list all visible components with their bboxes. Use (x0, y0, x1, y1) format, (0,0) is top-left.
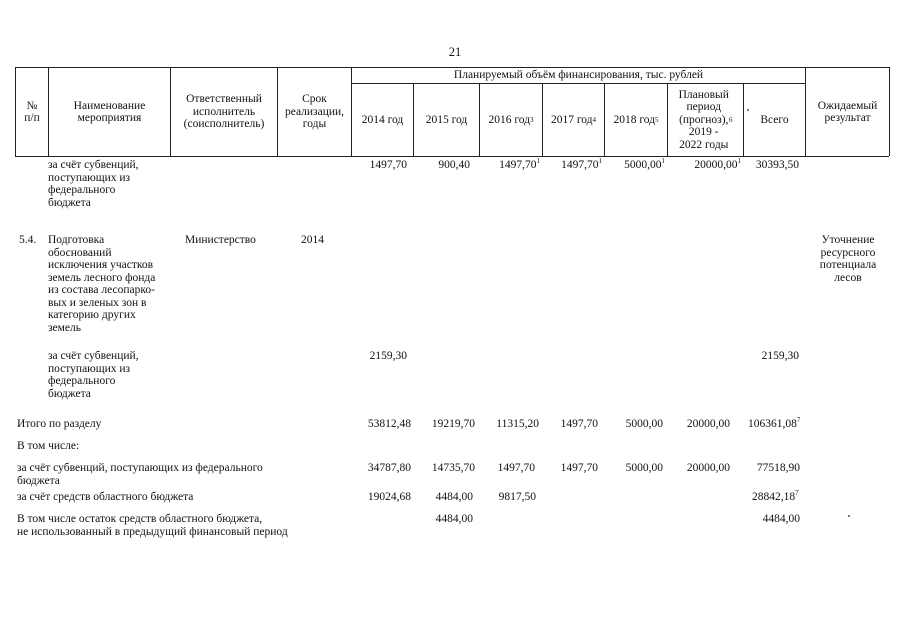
cell-plan: 20000,00$^1$ (694, 157, 741, 171)
cell-2015: 19219,70 (431, 418, 475, 430)
header-result: Ожидаемый результат (817, 99, 878, 124)
row-result: Уточнение ресурсного потенциала лесов (819, 234, 877, 284)
scan-speck (848, 515, 850, 517)
cell-2018: 5000,00 (625, 418, 663, 430)
cell-2015: 4484,00 (435, 491, 473, 503)
cell-plan: 20000,00 (686, 418, 730, 430)
cell-2017: 1497,70$^1$ (561, 157, 602, 171)
cell-2017: 1497,70 (560, 462, 598, 474)
cell-2018: 5000,00$^1$ (624, 157, 665, 171)
header-name: Наименование мероприятия (73, 99, 146, 124)
row-label: Итого по разделу (17, 418, 102, 430)
cell-2014: 34787,80 (367, 462, 411, 474)
row-label: В том числе остаток средств областного бюджета, не использованный в предыдущий финансовый период (17, 513, 288, 538)
header-2015: 2015 год (425, 113, 468, 126)
cell-total: 77518,90 (756, 462, 800, 474)
cell-plan: 20000,00 (686, 462, 730, 474)
cell-total: 30393,50 (755, 159, 799, 171)
header-2016: 2016 год 3 (488, 113, 534, 126)
cell-total: 4484,00 (762, 513, 800, 525)
row-executor: Министерство (185, 234, 256, 246)
header-term: Срок реализации, годы (284, 93, 345, 131)
cell-2016: 1497,70$^1$ (499, 157, 540, 171)
row-number: 5.4. (19, 234, 37, 246)
page-number: 21 (448, 45, 462, 59)
header-executor: Ответственный исполнитель (соисполнитель) (183, 93, 265, 131)
cell-total: 106361,08$^7$ (748, 416, 801, 430)
cell-2016: 11315,20 (496, 418, 539, 430)
cell-2016: 9817,50 (498, 491, 536, 503)
row-label: за счёт субвенций, поступающих из федерального бюджета (48, 159, 139, 209)
row-term: 2014 (301, 234, 324, 246)
header-plan-period: Плановый период (прогноз), 2019 - 2022 годы 6 (678, 88, 733, 151)
row-name: Подготовка обоснований исключения участков земель лесного фонда из состава лесопарко- вых и зеленых зон в категорию других земель (48, 234, 156, 334)
cell-2014: 53812,48 (367, 418, 411, 430)
cell-2018: 5000,00 (625, 462, 663, 474)
cell-total: 2159,30 (761, 350, 799, 362)
cell-2014: 2159,30 (369, 350, 407, 362)
cell-2015: 14735,70 (431, 462, 475, 474)
cell-2017: 1497,70 (560, 418, 598, 430)
cell-2015: 900,40 (438, 159, 470, 171)
cell-2014: 1497,70 (369, 159, 407, 171)
cell-2014: 19024,68 (367, 491, 411, 503)
including-label: В том числе: (17, 440, 80, 452)
row-label: за счёт средств областного бюджета (17, 491, 194, 503)
header-financing-title: Планируемый объём финансирования, тыс. рублей (453, 69, 704, 82)
header-total: Всего (760, 113, 789, 126)
cell-2015: 4484,00 (435, 513, 473, 525)
header-2014: 2014 год (361, 113, 404, 126)
header-number: № п/п (24, 99, 40, 124)
cell-2016: 1497,70 (497, 462, 535, 474)
cell-total: 28842,18$^7$ (752, 489, 799, 503)
header-2017: 2017 год 4 (550, 113, 597, 126)
header-2018: 2018 год 5 (613, 113, 659, 126)
scan-speck (747, 109, 749, 111)
row-label: за счёт субвенций, поступающих из федерального бюджета (17, 462, 263, 487)
row-label: за счёт субвенций, поступающих из федерального бюджета (48, 350, 139, 400)
